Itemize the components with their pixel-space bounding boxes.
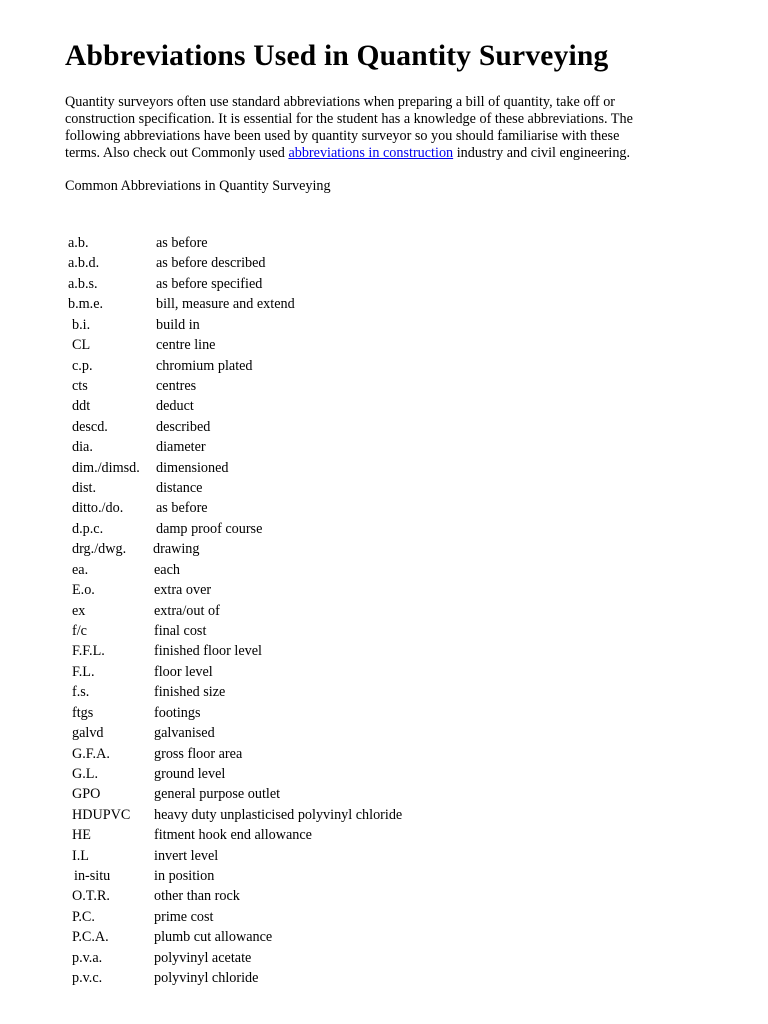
abbreviation-term: drg./dwg. <box>72 541 127 558</box>
abbreviation-meaning: heavy duty unplasticised polyvinyl chloride <box>154 806 403 823</box>
abbreviation-term: f.s. <box>72 684 90 701</box>
abbreviation-term: G.F.A. <box>72 745 110 762</box>
abbreviation-term: descd. <box>72 418 108 435</box>
abbreviation-term: p.v.a. <box>72 949 103 966</box>
abbreviation-term: ddt <box>72 398 91 415</box>
abbreviation-meaning: bill, measure and extend <box>156 296 295 313</box>
abbreviation-meaning: distance <box>156 480 203 497</box>
abbreviation-meaning: finished size <box>154 684 226 701</box>
abbreviation-meaning: damp proof course <box>156 520 263 537</box>
abbreviation-meaning: prime cost <box>154 908 214 925</box>
abbreviation-term: dist. <box>72 480 97 497</box>
abbreviation-meaning: centres <box>156 377 197 394</box>
abbreviation-meaning: general purpose outlet <box>154 786 281 803</box>
intro-text-before-link: terms. Also check out Commonly used <box>65 145 289 161</box>
intro-line: Quantity surveyors often use standard abbreviations when preparing a bill of quantity, take off or <box>65 94 616 110</box>
abbreviation-meaning: polyvinyl acetate <box>154 949 252 966</box>
page-title: Abbreviations Used in Quantity Surveying <box>65 40 609 72</box>
section-subheading: Common Abbreviations in Quantity Surveying <box>65 178 331 194</box>
abbreviation-term: galvd <box>72 725 104 742</box>
abbreviation-meaning: as before described <box>156 255 266 272</box>
intro-line: following abbreviations have been used by quantity surveyor so you should familiarise with these <box>65 128 620 144</box>
abbreviation-meaning: polyvinyl chloride <box>154 970 259 987</box>
abbreviation-term: P.C. <box>72 908 95 925</box>
abbreviation-term: I.L <box>72 847 89 864</box>
abbreviation-meaning: chromium plated <box>156 357 253 374</box>
abbreviation-meaning: dimensioned <box>156 459 229 476</box>
abbreviation-meaning: described <box>156 418 211 435</box>
abbreviation-term: a.b.s. <box>68 275 98 292</box>
abbreviation-term: CL <box>72 337 91 354</box>
abbreviation-term: f/c <box>72 622 87 639</box>
abbreviation-term: dia. <box>72 439 93 456</box>
abbreviation-term: in-situ <box>74 868 111 885</box>
abbreviation-meaning: as before <box>156 235 208 251</box>
abbreviations-in-construction-link[interactable]: abbreviations in construction <box>288 145 454 161</box>
intro-text-after-link: industry and civil engineering. <box>453 145 631 161</box>
abbreviation-meaning: extra over <box>154 582 212 599</box>
abbreviation-term: G.L. <box>72 765 99 782</box>
intro-paragraph <box>65 94 705 162</box>
abbreviation-term: F.F.L. <box>72 643 105 660</box>
abbreviation-meaning: plumb cut allowance <box>154 929 273 946</box>
intro-line <box>65 145 705 162</box>
abbreviation-meaning: extra/out of <box>154 602 220 619</box>
abbreviation-term: O.T.R. <box>72 888 110 905</box>
abbreviation-meaning: deduct <box>156 398 194 415</box>
abbreviation-term: F.L. <box>72 663 95 680</box>
abbreviation-term: ftgs <box>72 704 94 721</box>
abbreviation-meaning: gross floor area <box>154 745 243 762</box>
abbreviation-meaning: finished floor level <box>154 643 262 660</box>
abbreviation-meaning: as before specified <box>156 275 263 292</box>
abbreviation-meaning: build in <box>156 316 200 333</box>
abbreviation-meaning: drawing <box>153 541 200 558</box>
abbreviation-meaning: in position <box>154 868 215 885</box>
intro-line: construction specification. It is essential for the student has a knowledge of these abbreviations. The <box>65 111 633 127</box>
abbreviation-meaning: footings <box>154 704 201 721</box>
abbreviation-meaning: other than rock <box>154 888 240 905</box>
abbreviation-meaning: floor level <box>154 663 213 680</box>
abbreviation-term: E.o. <box>72 582 95 599</box>
abbreviation-term: b.i. <box>72 316 91 333</box>
abbreviation-meaning: each <box>154 561 180 578</box>
abbreviation-term: b.m.e. <box>68 296 104 313</box>
abbreviation-term: dim./dimsd. <box>72 459 140 476</box>
abbreviation-meaning: ground level <box>154 765 226 782</box>
abbreviation-term: c.p. <box>72 357 93 374</box>
abbreviation-term: cts <box>72 377 88 394</box>
abbreviation-term: ea. <box>72 561 89 578</box>
abbreviation-meaning: centre line <box>156 337 216 354</box>
abbreviation-meaning: fitment hook end allowance <box>154 827 312 844</box>
abbreviation-meaning: diameter <box>156 439 206 456</box>
abbreviation-term: HDUPVC <box>72 806 131 823</box>
abbreviation-term: HE <box>72 827 91 844</box>
abbreviation-meaning: as before <box>156 500 208 517</box>
abbreviation-term: p.v.c. <box>72 970 103 987</box>
abbreviation-term: ditto./do. <box>72 500 124 517</box>
abbreviation-meaning: galvanised <box>154 725 215 742</box>
abbreviation-term: GPO <box>72 786 101 803</box>
abbreviation-term: a.b.d. <box>68 255 100 272</box>
abbreviation-meaning: final cost <box>154 622 207 639</box>
abbreviation-term: ex <box>72 602 86 619</box>
abbreviation-term: d.p.c. <box>72 520 104 537</box>
abbreviation-term: P.C.A. <box>72 929 109 946</box>
abbreviation-term: a.b. <box>68 235 89 251</box>
abbreviation-meaning: invert level <box>154 847 219 864</box>
